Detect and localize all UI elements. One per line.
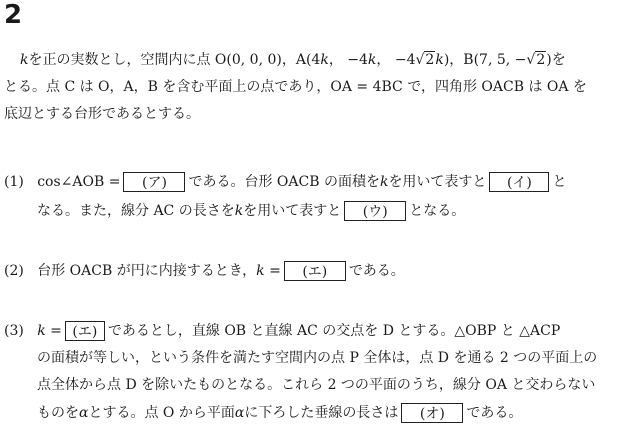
var-k: k xyxy=(367,52,377,68)
intro-text: ， −4 xyxy=(328,52,368,68)
var-k: k xyxy=(320,52,329,68)
intro-line-2: とる。点 C は O，A，B を含む平面上の点であり，OA = 4BC で，四角形 OACB は OA を xyxy=(4,79,587,95)
problem-number: 2 xyxy=(4,0,23,30)
intro-text: )を xyxy=(546,52,566,68)
sqrt-2: √2 xyxy=(526,52,546,68)
answer-box-e-ref: (エ) xyxy=(65,321,105,341)
q1-label: (1) xyxy=(4,174,24,190)
var-alpha: α xyxy=(234,405,245,421)
var-k: k xyxy=(20,52,29,68)
q3-text: ものを xyxy=(37,405,79,421)
q1-text: である。台形 OACB の面積を xyxy=(188,174,380,190)
intro-line-1 xyxy=(20,50,566,70)
answer-box-u: (ウ) xyxy=(344,201,406,221)
q1-text: cos∠AOB = xyxy=(37,174,121,190)
q1-line-2 xyxy=(37,201,465,221)
q1-text: となる。 xyxy=(409,203,466,219)
q3-text: であるとし，直線 OB と直線 AC の交点を D とする。△OBP と △ACP xyxy=(107,323,561,339)
q1-text: と xyxy=(552,174,567,190)
var-alpha: α xyxy=(79,405,89,421)
var-k: k xyxy=(435,52,444,68)
sqrt-2: √2 xyxy=(415,52,435,68)
q2-text: である。 xyxy=(348,263,405,279)
q3-line-4 xyxy=(37,403,522,423)
var-k: k xyxy=(379,174,389,190)
q1-text: を用いて表すと xyxy=(388,174,487,190)
answer-box-o: (オ) xyxy=(401,403,463,423)
answer-box-i: (イ) xyxy=(489,172,549,192)
q2-line xyxy=(4,261,405,281)
q3-line-2: の面積が等しい，という条件を満たす空間内の点 P 全体は，点 D を通る 2 つの平面上の xyxy=(37,350,598,366)
q2-text: = xyxy=(264,263,281,279)
intro-text: を正の実数とし，空間内に点 O(0, 0, 0)，A(4 xyxy=(28,52,321,68)
var-k: k xyxy=(256,263,265,279)
q3-text: とする。点 O から平面 xyxy=(88,405,235,421)
q3-text: = xyxy=(45,323,62,339)
intro-text: ， −4 xyxy=(376,52,416,68)
q3-label: (3) xyxy=(4,323,24,339)
q1-text: なる。また，線分 AC の長さを xyxy=(37,203,235,219)
q1-line-1 xyxy=(4,172,566,192)
q3-line-3: 点全体から点 D を除いたものとなる。これら 2 つの平面のうち，線分 OA と交わらない xyxy=(37,377,596,393)
q2-text: 台形 OACB が円に内接するとき， xyxy=(37,263,257,279)
var-k: k xyxy=(37,323,46,339)
q2-label: (2) xyxy=(4,263,24,279)
answer-box-e: (エ) xyxy=(284,261,346,281)
intro-text: )，B(7, 5, − xyxy=(443,52,527,68)
answer-box-a: (ア) xyxy=(123,172,185,192)
q3-line-1 xyxy=(4,321,560,341)
q3-text: に下ろした垂線の長さは xyxy=(244,405,399,421)
q3-text: である。 xyxy=(466,405,523,421)
var-k: k xyxy=(234,203,244,219)
intro-line-3: 底辺とする台形であるとする。 xyxy=(4,106,200,122)
q1-text: を用いて表すと xyxy=(243,203,342,219)
